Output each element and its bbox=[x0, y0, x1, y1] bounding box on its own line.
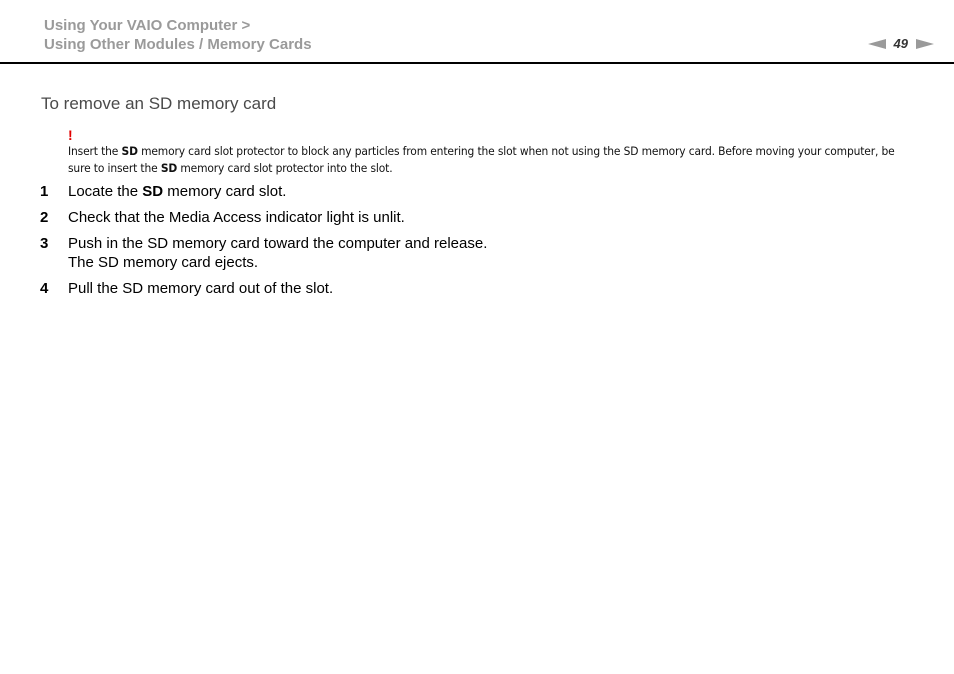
step-text: Pull the SD memory card out of the slot. bbox=[68, 280, 334, 297]
page-number: 49 bbox=[893, 36, 908, 51]
page-navigator bbox=[868, 36, 934, 51]
step-item bbox=[40, 279, 900, 298]
step-main-text: Push in the SD memory card toward the computer and release. bbox=[68, 235, 488, 252]
step-text bbox=[68, 182, 286, 201]
breadcrumb-current: Using Other Modules / Memory Cards bbox=[44, 36, 312, 53]
caution-note bbox=[68, 127, 908, 177]
step-item bbox=[40, 234, 900, 272]
breadcrumb-parent[interactable]: Using Your VAIO Computer > bbox=[44, 17, 251, 34]
caution-text-part: Insert the bbox=[68, 144, 122, 158]
page-header bbox=[0, 0, 954, 64]
step-text bbox=[68, 234, 487, 272]
caution-bold-sd: SD bbox=[121, 144, 138, 158]
caution-text bbox=[68, 143, 905, 177]
step-number: 3 bbox=[40, 235, 49, 252]
steps-list bbox=[40, 182, 900, 305]
caution-text-part: memory card slot protector to block any particles from entering the slot when not using the SD memory card. Before moving your computer, be sure to insert the bbox=[68, 144, 895, 175]
section-title: To remove an SD memory card bbox=[41, 94, 277, 113]
caution-bold-sd: SD bbox=[160, 161, 178, 175]
step-number: 4 bbox=[40, 280, 49, 297]
step-number: 2 bbox=[40, 209, 49, 226]
step-text-part: memory card slot. bbox=[163, 183, 287, 200]
step-text: Check that the Media Access indicator light is unlit. bbox=[68, 209, 405, 226]
triangle-right-icon[interactable] bbox=[916, 39, 934, 49]
step-text-part: Locate the bbox=[68, 183, 143, 200]
step-number: 1 bbox=[40, 183, 49, 200]
breadcrumb bbox=[44, 16, 312, 54]
step-result-text: The SD memory card ejects. bbox=[68, 254, 259, 271]
caution-text-part: memory card slot protector into the slot. bbox=[177, 161, 393, 175]
step-bold-sd: SD bbox=[142, 183, 164, 200]
caution-icon: ! bbox=[68, 127, 73, 143]
header-divider bbox=[0, 62, 954, 64]
triangle-left-icon[interactable] bbox=[868, 39, 886, 49]
step-item bbox=[40, 182, 900, 201]
step-item bbox=[40, 208, 900, 227]
